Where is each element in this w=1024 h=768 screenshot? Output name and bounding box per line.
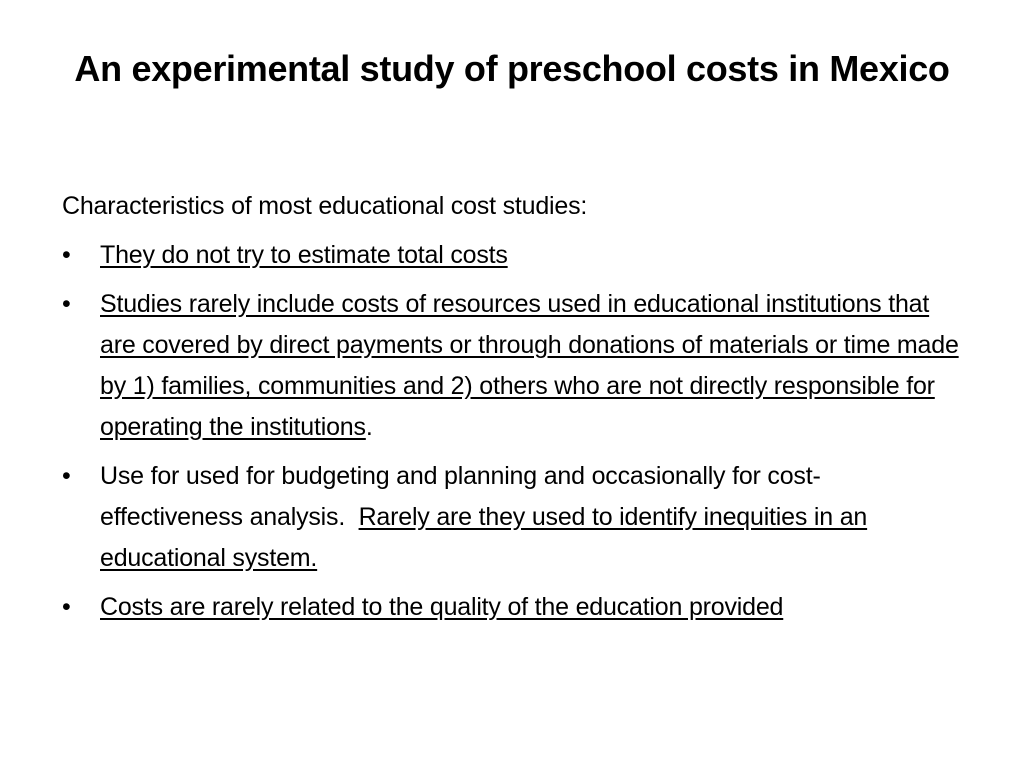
bullet-item-3 <box>62 456 962 579</box>
bullet-text-underlined: Rarely are they used to identify inequities in an educational system. <box>100 503 868 572</box>
bullet-item-4 <box>62 587 962 628</box>
bullet-icon: • <box>62 290 71 318</box>
bullet-text: They do not try to estimate total costs <box>100 241 508 269</box>
slide-title: An experimental study of preschool costs in Mexico <box>74 48 950 89</box>
bullet-item-1 <box>62 235 962 276</box>
intro-text: Characteristics of most educational cost studies: <box>62 192 588 220</box>
bullet-icon: • <box>62 593 71 621</box>
bullet-icon: • <box>62 462 71 490</box>
bullet-item-2 <box>62 284 962 448</box>
bullet-text-trailing: . <box>365 413 373 441</box>
bullet-list <box>62 235 962 628</box>
bullet-text-plain: Use for used for budgeting and planning and occasionally for cost-effectiveness analysis. <box>100 462 821 531</box>
slide-body <box>62 186 962 636</box>
bullet-text-underlined: Studies rarely include costs of resources used in educational institutions that are covered by direct payments or through donations of materials or time made by 1) families, communities and 2) others who are not directly responsible for operating the institutions <box>100 290 959 441</box>
bullet-text: Costs are rarely related to the quality of the education provided <box>100 593 784 621</box>
bullet-icon: • <box>62 241 71 269</box>
